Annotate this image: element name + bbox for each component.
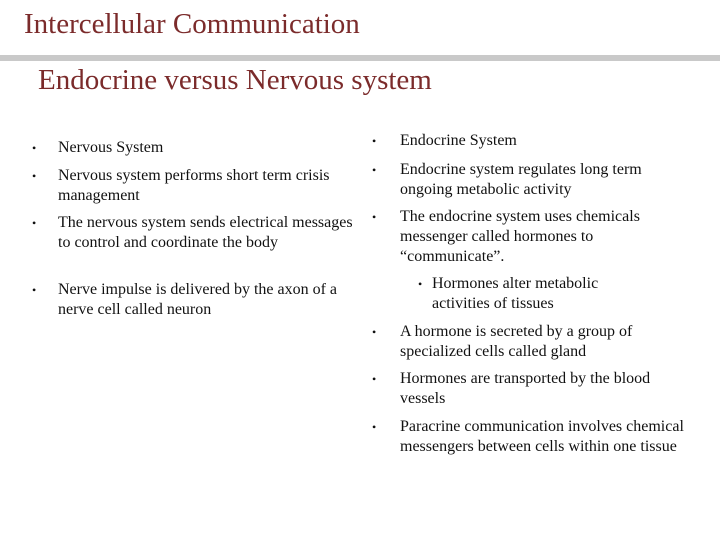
list-item <box>372 322 695 362</box>
list-item <box>372 207 695 267</box>
list-item <box>32 213 358 253</box>
list-item-text: The endocrine system uses chemicals messenger called hormones to “communicate”. <box>400 208 640 265</box>
list-item <box>372 131 695 151</box>
list-item <box>372 417 695 457</box>
list-item-text: Endocrine System <box>400 132 517 149</box>
slide-subtitle: Endocrine versus Nervous system <box>38 64 432 96</box>
list-item <box>32 138 358 158</box>
title-divider <box>0 55 720 61</box>
slide-title: Intercellular Communication <box>24 8 360 40</box>
list-item-text: Nervous system performs short term crisis management <box>58 167 330 204</box>
bullet-icon: • <box>32 216 37 230</box>
list-item-text: A hormone is secreted by a group of specialized cells called gland <box>400 323 633 360</box>
bullet-icon: • <box>418 277 423 291</box>
list-item-text: Hormones alter metabolic activities of tissues <box>432 275 599 312</box>
list-item-text: Nerve impulse is delivered by the axon of a nerve cell called neuron <box>58 281 338 318</box>
list-item-text: Nervous System <box>58 139 164 156</box>
bullet-icon: • <box>372 420 377 434</box>
sub-list-item <box>372 274 647 314</box>
list-item-text: The nervous system sends electrical messages to control and coordinate the body <box>58 214 353 251</box>
bullet-icon: • <box>372 372 377 386</box>
bullet-icon: • <box>372 325 377 339</box>
list-item <box>32 166 358 206</box>
bullet-icon: • <box>372 210 377 224</box>
bullet-icon: • <box>372 163 377 177</box>
list-item <box>372 369 695 409</box>
bullet-icon: • <box>32 169 37 183</box>
list-item <box>372 160 695 200</box>
bullet-icon: • <box>372 134 377 148</box>
list-item-text: Endocrine system regulates long term ongoing metabolic activity <box>400 161 642 198</box>
list-item-text: Paracrine communication involves chemical messengers between cells within one tissue <box>400 418 684 455</box>
bullet-icon: • <box>32 141 37 155</box>
list-item-text: Hormones are transported by the blood vessels <box>400 370 651 407</box>
list-item <box>32 280 358 320</box>
bullet-icon: • <box>32 283 37 297</box>
